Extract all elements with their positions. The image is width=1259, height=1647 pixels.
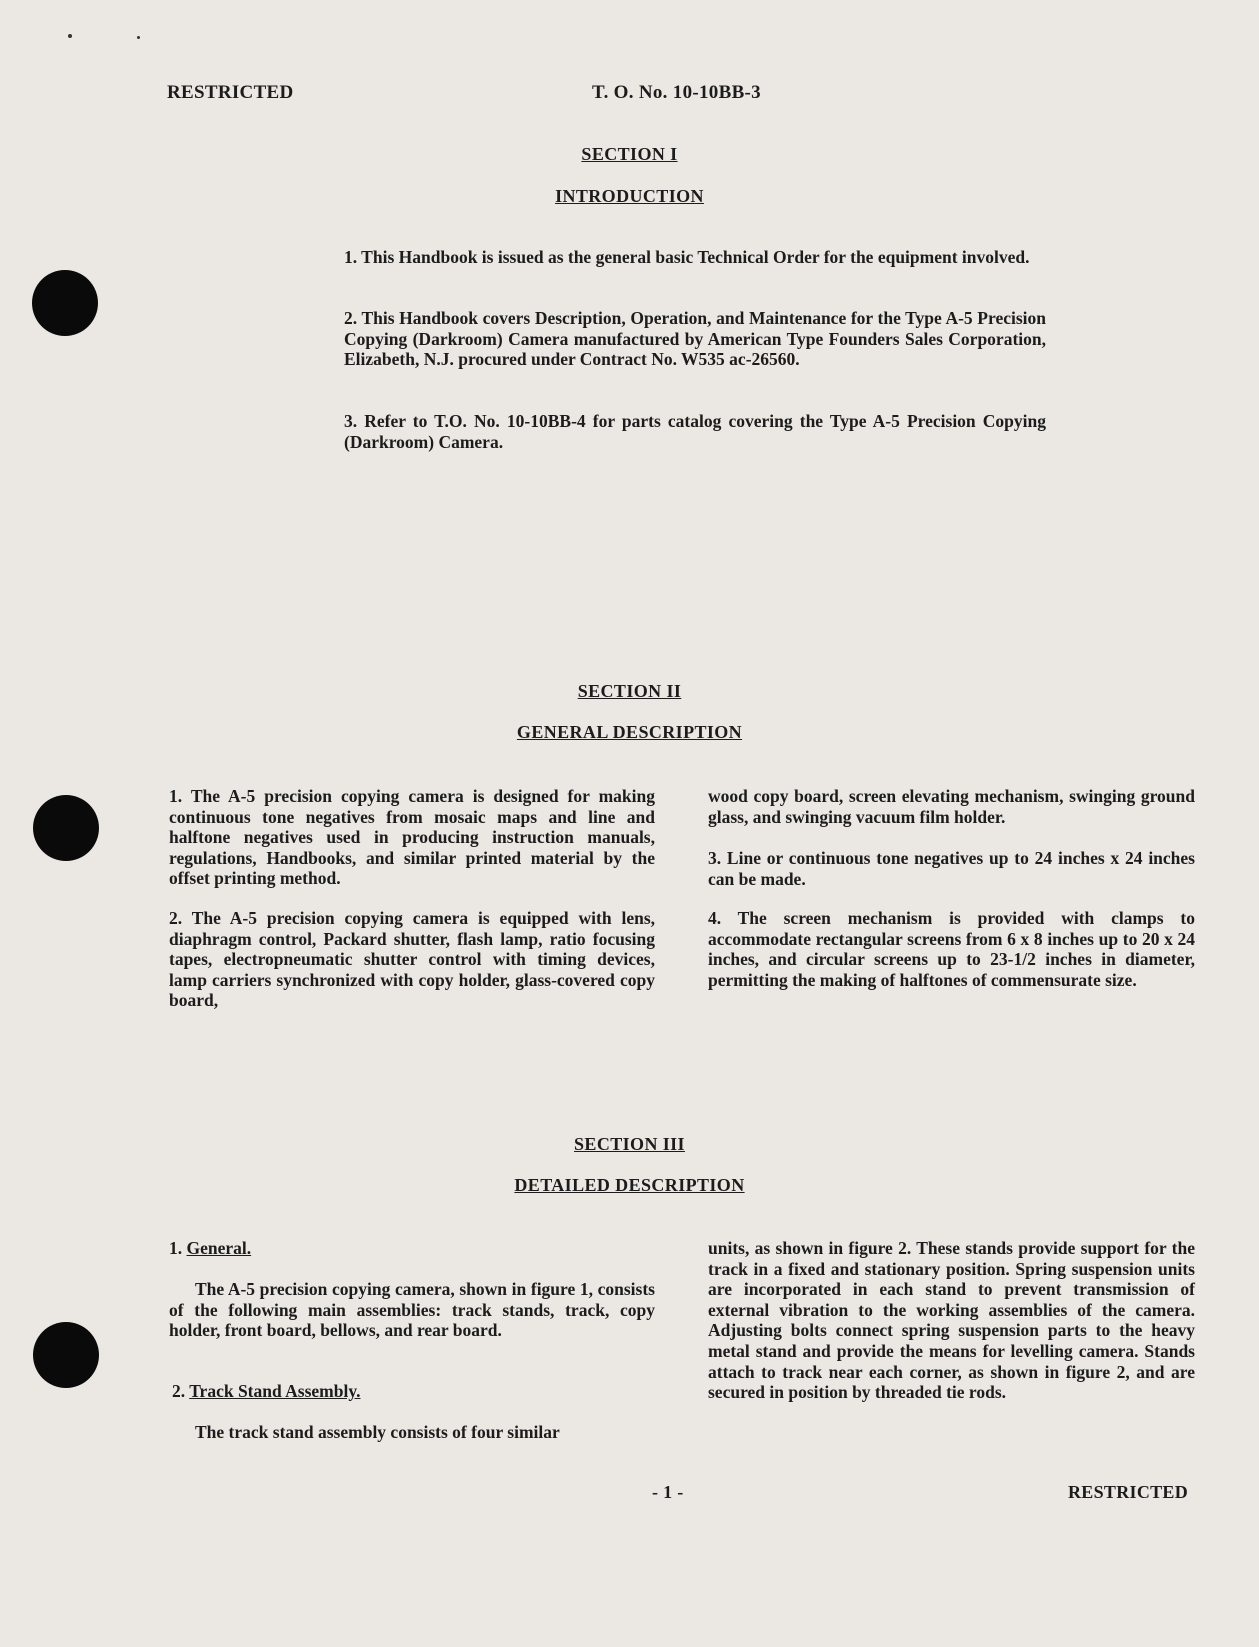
- section-2-right-paragraph-1: wood copy board, screen elevating mechanism, swinging ground glass, and swinging vacuum film holder.: [708, 786, 1195, 827]
- section-2-right-paragraph-3: 4. The screen mechanism is provided with clamps to accommodate rectangular screens from 6 x 8 inches up to 20 x 24 inches, and circular screens up to 23-1/2 inches in diameter, permitting the making of halftones of commensurate size.: [708, 908, 1195, 990]
- section-1-title: INTRODUCTION: [555, 186, 704, 206]
- section-3-right-column-text: units, as shown in figure 2. These stands provide support for the track in a fixed and stationary position. Spring suspension units are incorporated in each stand to prevent transmission of external vibration to the working assemblies of the camera. Adjusting bolts connect spring suspension parts to the heavy metal stand and provide the means for levelling camera. Stands attach to track near each corner, as shown in figure 2, and are secured in position by threaded tie rods.: [708, 1238, 1195, 1403]
- footer-page-number: - 1 -: [652, 1482, 684, 1502]
- punch-hole: [32, 270, 98, 336]
- paper-speck: [137, 36, 140, 39]
- section-3-track-stand-text: The track stand assembly consists of four similar: [195, 1422, 560, 1442]
- section-3-number: SECTION III: [574, 1134, 685, 1154]
- section-3-subheading-1: [169, 1238, 655, 1259]
- punch-hole: [33, 795, 99, 861]
- section-3-subheading-2-title: Track Stand Assembly.: [189, 1381, 361, 1401]
- footer-restricted: RESTRICTED: [1068, 1482, 1189, 1502]
- section-3-subheading-2: [172, 1381, 658, 1402]
- header-to-number: T. O. No. 10-10BB-3: [592, 82, 761, 103]
- paper-speck: [68, 34, 72, 38]
- section-3-subheading-1-title: General.: [186, 1238, 252, 1258]
- section-1-paragraph-2: 2. This Handbook covers Description, Operation, and Maintenance for the Type A-5 Precision Copying (Darkroom) Camera manufactured by American Type Founders Sales Corporation, Elizabeth, N.J. procured under Contract No. W535 ac-26560.: [344, 308, 1046, 370]
- section-3-general-text: The A-5 precision copying camera, shown in figure 1, consists of the following main assemblies: track stands, track, copy holder, front board, bellows, and rear board.: [169, 1279, 655, 1341]
- section-1-paragraph-3: 3. Refer to T.O. No. 10-10BB-4 for parts catalog covering the Type A-5 Precision Copying (Darkroom) Camera.: [344, 411, 1046, 452]
- section-2-title: GENERAL DESCRIPTION: [516, 722, 743, 742]
- section-3-subheading-1-number: 1.: [169, 1238, 183, 1258]
- section-2-number: SECTION II: [577, 681, 682, 701]
- section-2-left-paragraph-1: 1. The A-5 precision copying camera is designed for making continuous tone negatives from mosaic maps and line and halftone negatives used in producing instruction manuals, regulations, Handbooks, and similar printed material by the offset printing method.: [169, 786, 655, 889]
- section-3-subheading-2-number: 2.: [172, 1381, 186, 1401]
- section-1-paragraph-1: 1. This Handbook is issued as the general basic Technical Order for the equipment involved.: [344, 247, 1030, 267]
- section-1-number: SECTION I: [581, 144, 678, 164]
- section-2-right-paragraph-2: 3. Line or continuous tone negatives up to 24 inches x 24 inches can be made.: [708, 848, 1195, 889]
- section-3-title: DETAILED DESCRIPTION: [514, 1175, 745, 1195]
- section-2-left-paragraph-2: 2. The A-5 precision copying camera is equipped with lens, diaphragm control, Packard shutter, flash lamp, ratio focusing tapes, electropneumatic shutter control with timing devices, lamp carriers synchronized with copy holder, glass-covered copy board,: [169, 908, 655, 1011]
- punch-hole: [33, 1322, 99, 1388]
- header-restricted: RESTRICTED: [167, 82, 294, 103]
